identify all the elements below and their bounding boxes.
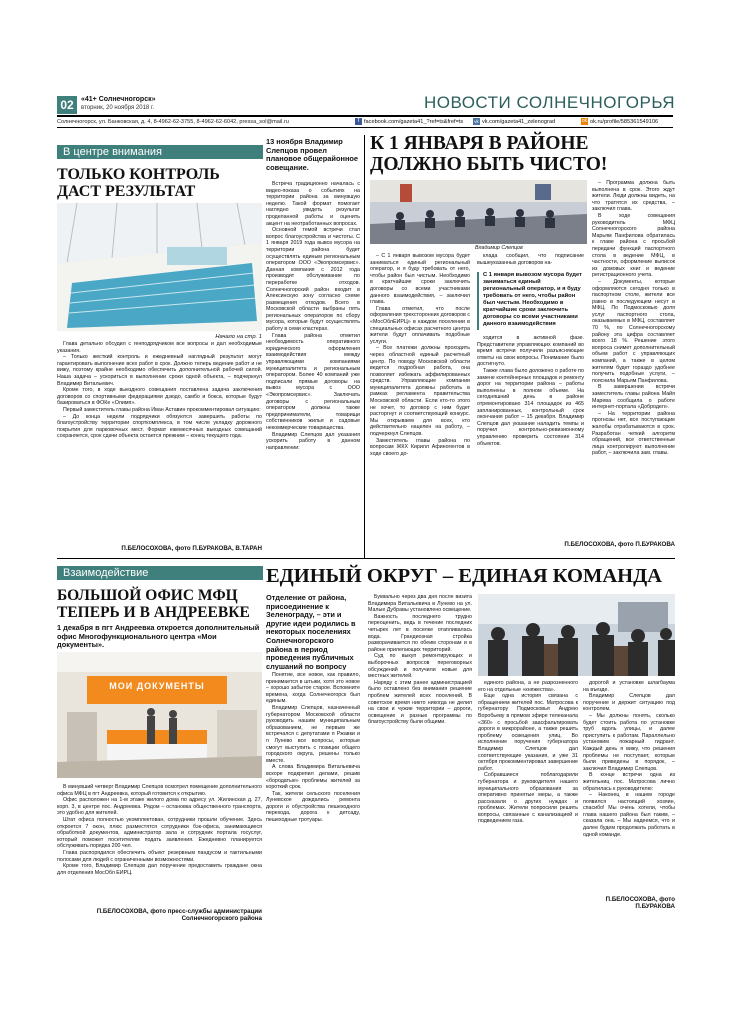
paragraph: Владимир Слепцов, назначенный губернатором Московской области руководить нашим муниципальным образованием, не первым же встречался с депутатами п Ржавки и п Лунево все вопросы, которые смогут выступить с позиции общего городского округа, решены только вместе. [266, 704, 360, 764]
article4-byline: П.БЕЛОСОХОВА, фото пресс-службы администрации Солнечногорского района [96, 908, 262, 922]
article4-lead: 1 декабря в пгт Андреевка откроется дополнительный офис Многофункционального центра «Мои документы». [57, 623, 260, 650]
paragraph: Первый заместитель главы района Иван Аставин прокомментировал ситуацию: [63, 406, 261, 413]
paragraph: В минувший четверг Владимир Слепцов осмотрел помещение дополнительного офиса МФЦ в пгт Андреевка, который готовится к открытию. [57, 784, 262, 797]
article1-headline: ТОЛЬКО КОНТРОЛЬ ДАСТ РЕЗУЛЬТАТ [57, 166, 220, 200]
article2-kicker: 13 ноября Владимир Слепцов провел плановое общерайонное совещание. [266, 137, 359, 172]
ok-url: ok.ru/profile/585361549106 [590, 118, 659, 125]
paragraph: – Программа должна быть выполнена в срок. Этого ждут жители. Люди должны видеть, на что тратятся их средства, – заключил глава. [592, 180, 675, 213]
pool-photo [57, 203, 262, 331]
article3-col2 [477, 335, 584, 558]
article5-col2 [368, 594, 472, 916]
paragraph: Кроме того, Владимир Слепцов дал поручение предоставить граждане окна для отделения МосОбл ЕИРЦ. [57, 863, 262, 876]
article5-col3 [478, 680, 578, 916]
vk-link[interactable] [473, 118, 555, 125]
meeting-photo [370, 180, 587, 244]
page-number: 02 [57, 96, 77, 114]
ok-link[interactable] [581, 118, 658, 125]
paragraph: В завершении встречи заместитель главы района Майя Марева сообщила о работе интернет-портала «Добродел». [592, 384, 675, 411]
article3-col2-top [477, 253, 584, 267]
paragraph: Глава распорядился обеспечить объект резервным пандусом и тактильными полосами для людей с ограниченными возможностями. [57, 849, 262, 863]
article1-photo-caption: Начало на стр. 1 [215, 334, 262, 340]
paragraph: – Мы должны понять, сколько будет стоить работа по установке труб вдоль улицы, и далее приступить к работам. Параллельно установим пожарный гидрант. Каждый день я вижу, что решения проблемы не поступает, которые были приведены в порядок, – заключил Владимир Слепцов. [583, 712, 675, 772]
paragraph: Глава района отметил необходимость оперативного юридического оформления взаимодействия между управляющими компаниями муниципалитета и региональным оператором. Более 40 компаний уже подписали прямые договоры на вывоз мусора с ООО «Экопромсервис». Заключать договоры с региональным оператором должны также предприниматели, товарищи собственников жилья и садовые некоммерческие товарищества. [266, 332, 360, 431]
paragraph: В конце встречи одна из жительниц пос. Матросова лично обратилась к руководителю: [583, 772, 675, 792]
paragraph: В ходе совещания руководитель МФЦ Солнечногорского района Марьям Панфилова обратилась к главе района с просьбой передачи функций паспортного стола в ведение МФЦ, в частности, оформление выписок из домовых книг и ведение регистрационного учета. [592, 212, 675, 279]
article5-col1 [266, 672, 360, 916]
section-label-focus: В центре внимания [57, 145, 263, 159]
vk-icon: vk [474, 119, 479, 124]
paragraph: Глава детально обсудил с генподрядчиком все вопросы и дал необходимые указания. [57, 341, 262, 354]
mfc-sign-text: МОИ ДОКУМЕНТЫ [109, 681, 205, 691]
facebook-icon: f [355, 118, 362, 125]
vertical-divider [364, 135, 365, 558]
paragraph: Глава отметил, что после оформления трехсторонних договоров с «МосОблЕИРЦ» в каждом поселении в специальных офисах расчетного центра жители будут оплачивать подобные услуги. [370, 305, 470, 345]
article5-col4 [583, 680, 675, 893]
paragraph: Наряду с этим ранее администрацией было оставлено без внимания решение проблем жителей всех поселений. В советское время никто никогда не делил на свои и чужие территории – дороги, освещение и разные программы по благоустройству были общими. [368, 679, 472, 726]
article2-body [266, 181, 360, 556]
article3-headline: К 1 ЯНВАРЯ В РАЙОНЕ ДОЛЖНО БЫТЬ ЧИСТО! [370, 133, 608, 175]
article3-col3 [592, 180, 675, 540]
paragraph: клада сообщил, что подписание вышеуказанных договоров на- [477, 253, 584, 266]
paragraph: Владимир Слепцов дал указания ускорить работу в данном направлении: [266, 431, 360, 451]
article5-byline: П.БЕЛОСОХОВА, фото П.БУРАКОВА [605, 896, 675, 910]
paragraph: Также глава было доложено о работе по замене контейнерных площадок и ремонту дорог на территории района – работы выполнены в полном объеме. На сегодняшний день в районе отремонтировано 314 площадок из 465 запланированных, контрольный срок окончания работ – 15 декабря. Владимир Слепцов дал указание наладить темпы и поручил контрольно-ревизионному управлению проверить состояние 314 объектов. [477, 367, 584, 447]
section-label-interaction: Взаимодействие [57, 566, 263, 580]
article4-headline: БОЛЬШОЙ ОФИС МФЦ ТЕПЕРЬ И В АНДРЕЕВКЕ [57, 587, 250, 621]
article1-byline: П.БЕЛОСОХОВА, фото П.БУРАКОВА, В.ТАРАН [121, 545, 262, 552]
paragraph: Владимир Слепцов дал поручение и держит ситуацию под контролем. [583, 693, 675, 713]
facebook-link[interactable] [355, 118, 463, 125]
paragraph: Штат офиса полностью укомплектован, сотрудники прошли обучение. Здесь откроется 7 окон, плюс разместятся сотрудники бэк-офиса, занимающиеся обработкой документов, администратор зала и сотрудник портала госуслуг, который поможет посетителям подать заявления. Ежедневно планируется обслуживать порядка 200 чел. [57, 816, 262, 850]
paragraph: Заместитель главы района по вопросам ЖКХ Кирилл Афиногентов в ходе своего до- [370, 437, 470, 457]
paragraph: Кроме того, в ходе выездного совещания поставлена задача заключения договоров со спортивными федерациями дзюдо, самбо и бокса, которые будут базироваться в ФОКе «Олимп». [57, 387, 262, 407]
paragraph: – На территории района прогнозы нет, все поступающие жалобы отрабатываются в срок. Разработан четкий алгоритм обращений, все ответственные лица контролируют выполнение работ, – заключила зам. главы. [592, 410, 675, 457]
paragraph: – С 1 января вывозом мусора будет заниматься единый региональный оператор, и я буду требовать от него, чтобы район был чистым. Необходимо в кратчайшие сроки заключить договоры со всеми участниками данного взаимодействия, – заключил глава. [370, 253, 470, 306]
vk-url: vk.com/gazeta41_zelenograd [482, 118, 556, 125]
article3-photo-caption: Владимир Слепцов [475, 245, 523, 251]
paragraph: Буквально через два дня после визита Владимира Витальевича в Лунево на ул. Малые Дубравы установлено освещение. [368, 594, 472, 614]
paragraph: дорогой и установке шлагбаума на въезде. [583, 680, 675, 693]
paragraph: Основной темой встречи стал вопрос благоустройства и чистоты. С 1 января 2019 года вывоз мусора на территории района будет осуществлять единым региональным оператором ООО «Экопромсервис». Данная компания с 2012 года производит обслуживание по переработке отходов. Солнечногорский район входит в Алексинскую зону согласно схеме размещения отходов. Всего в Московской области выбраны пять региональных операторов по сбору мусора, которые будут осуществлять работу в семи кластерах. [266, 227, 360, 333]
paragraph: Так, жители сельского поселения Луневское дождались ремонта дороги и обустройства пешеходного перехода, дорога к детсаду, пешеходные тротуары. [266, 790, 360, 824]
article3-byline: П.БЕЛОСОХОВА, фото П.БУРАКОВА [564, 541, 675, 548]
article3-col1 [370, 253, 470, 558]
paragraph: Понятие, все новое, как правило, принимается в штыки, хотя это новое – хорошо забытое старое. Вспомните времена, когда Солнечногорск был единым. [266, 672, 360, 705]
paragraph: – Только жесткий контроль и ежедневный наглядный результат могут гарантировать выполнение всех работ в срок. Должно теперь ведение работ и не вижу, поэтому крайне необходимо обеспечить дополнительной рабочей силой. Наша задача – ускориться в выполнении сроки одной объекта, – подчеркнул Владимир Витальевич. [57, 354, 262, 387]
paragraph: – Все платежи должны проходить через областной единый расчетный центр. По поводу Московской области ведется подробная работа, она позволяет избежать аффилированных средств. Управляющие компании муниципалитета должны работать в рамках регламента правительства Московской области. Если кто-то этого не хочет, то договор с ним будет расторгнут и соответствующий конкурс. Мы открываем для всех, кто действительно нацелен на работу, – подчеркнул Слепцов. [370, 345, 470, 438]
header-rule-bottom [57, 127, 673, 128]
paragraph: – Документы, которые оформляются сегодня только в паспортном столе, жители все равно в последующем несут в МФЦ. По Подмосковью доля услуг паспортного стола, оказываемых в МФЦ, составляет 70 %, по Солнечногорскому району эта цифра составляет всего 18 %. Решение этого вопроса снимет дополнительный объем работ с управляющих компаний, а также в целом жителям будет гораздо удобнее получить подобные услуги, – пояснила Марьям Панфилова. [592, 278, 675, 384]
paragraph: – До конца недели подрядчики обязуются завершить работы по благоустройству территории спорткомплекса, в том числе укладку дорожного покрытия для парковочных мест. Формат ежемесячных выездных совещаний сохраняется, срок сдачи объекта остается прежним – конец текущего года. [57, 413, 262, 440]
odnoklassniki-icon: ok [581, 118, 588, 124]
article3-callout: С 1 января вывозом мусора будет заниматься единый региональный оператор, и я буду требовать от него, чтобы район был чистым. Необходимо в кратчайшие сроки заключить договоры со всеми участниками данного взаимодействия [477, 272, 583, 330]
facebook-url: facebook.com/gazeta41_?ref=ts&fref=ts [364, 118, 464, 125]
header-rule [57, 115, 673, 117]
paragraph: Суд по выкуп ремонтирующих и выборочных вопросов переговорных обсуждений и получили новые для местных жителей. [368, 653, 472, 680]
issue-date: вторник, 20 ноября 2018 г. [81, 105, 155, 111]
paragraph: Офис расположен на 1-м этаже жилого дома по адресу ул. Жилинская д. 27, корп. 3, в центре пос. Андреевка. Рядом – остановка общественного транспорта, это удобно для жителей. [57, 797, 262, 817]
mfc-office-photo [57, 652, 262, 778]
contacts-line: Солнечногорск, ул. Банковская, д. 4, 8-4962-62-3755, 8-4962-62-6042, pressa_sol@mail.ru [57, 119, 289, 125]
paragraph: единого района, а не разрозненного его на отдельные «княжества». [478, 680, 578, 693]
paragraph: Встреча традиционно началась с видео-показа о событиях на территории района за минувшую неделю. Такой формат помогает наглядно увидеть результат проделанной работы и оценить акцент на неотработанных вопросах. [266, 181, 360, 227]
paragraph: Собравшиеся поблагодарили губернатора и руководителя нашего муниципального образования за оперативно принятые меры, а также рассказали о других нуждах и проблемах. Жители попросили решить вопросы, связанные с канализацией и подведением газа. [478, 772, 578, 825]
paragraph: ходится в активной фазе. Представители управляющих компаний во время встречи получили разъясняющие ответы на свои вопросы. Понимание было достигнуто. [477, 335, 584, 368]
article5-headline: ЕДИНЫЙ ОКРУГ – ЕДИНАЯ КОМАНДА [266, 565, 662, 587]
paper-name: «41+ Солнечногорск» [81, 96, 156, 103]
paragraph: А слова Владимира Витальевича вскоре подкрепил делами, решив «бородатые» проблемы жителей за короткий срок. [266, 764, 360, 791]
paragraph: – Наконец в нашем городе появился настоящий хозяин, спасибо! Мы очень хотели, чтобы глава нашего района был таким, – сказала она. – Мы надеемся, что и далее будем продолжать работать в одной команде. [583, 792, 675, 838]
article5-lead: Отделение от района, присоединение к Зеленограду, – эти и другие идеи родились в некоторых поселениях Солнечногорского района в период проведения публичных слушаний по вопросу [266, 594, 356, 670]
section-title: НОВОСТИ СОЛНЕЧНОГОРЬЯ [423, 93, 675, 112]
article1-body [57, 341, 262, 527]
article4-body [57, 784, 262, 902]
section-divider [57, 558, 675, 559]
paragraph: Важность последнего трудно переоценить, ведь в течение последних четырех лет в поселке отапливалась вода. Грандиозная стройка разворачивается по обеим сторонам и в районе прилегающих территорий. [368, 613, 472, 653]
crowd-photo [478, 594, 675, 676]
paragraph: Еще одна история связана с обращением жителей пос. Матросова к губернатору Подмосковья Андрею Воробьеву в прямом эфире телеканала «360» с просьбой заасфальтировать дороги в микрорайоне, а также решить проблему освещения улиц. Во исполнение поручения губернатора Владимир Слепцов дал соответствующие указания, и уже 31 октября прокомментировал завершение работ. [478, 693, 578, 772]
